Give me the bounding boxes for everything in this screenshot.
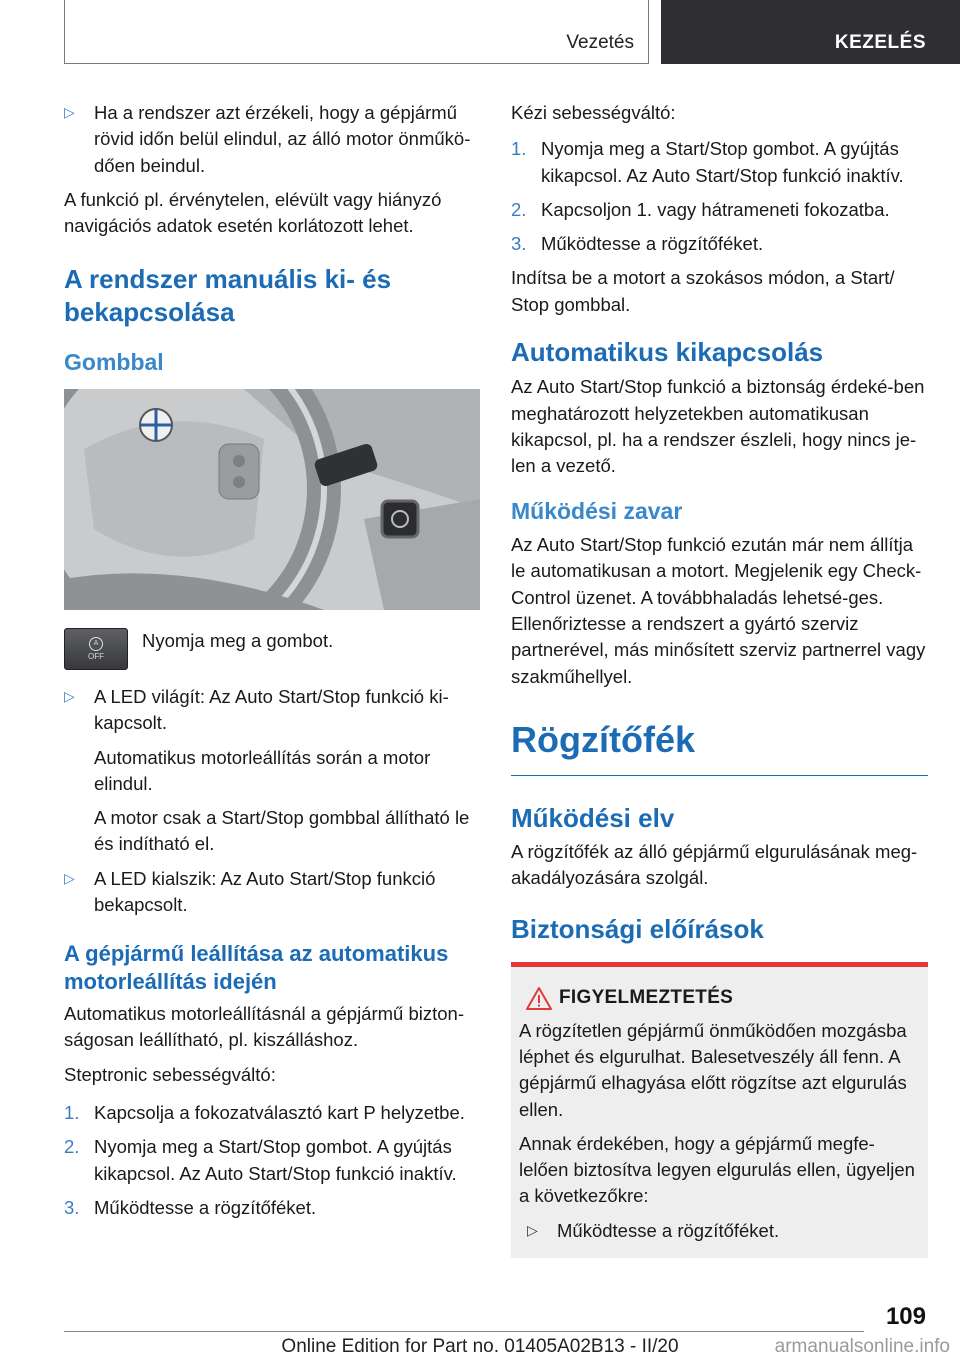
list-item	[64, 1100, 480, 1126]
step-text: Működtesse a rögzítőféket.	[94, 1196, 317, 1218]
paragraph-steptronic: Steptronic sebességváltó:	[64, 1063, 276, 1085]
step-number: 2.	[511, 198, 527, 220]
list-item	[511, 231, 928, 257]
step-number: 3.	[64, 1196, 80, 1218]
watermark-text: armanualsonline.info	[774, 1336, 950, 1357]
steering-wheel-photo	[64, 389, 480, 610]
bullet-subtext: Automatikus motorleállítás során a motor elindul.	[94, 746, 431, 794]
warning-title: FIGYELMEZTETÉS	[559, 986, 734, 1008]
list-item	[511, 136, 928, 189]
heading-with-button: Gombbal	[64, 349, 164, 376]
list-item	[64, 1195, 480, 1221]
triangle-bullet-icon: ▷	[64, 104, 75, 120]
step-text: Kapcsoljon 1. vagy hátrameneti fokozatba.	[541, 198, 890, 220]
step-text: Nyomja meg a Start/Stop gombot. A gyújtás kikapcsol. Az Auto Start/Stop funkció inaktív.	[541, 138, 904, 186]
steering-wheel-illustration	[64, 389, 480, 610]
step-text: Működtesse a rögzítőféket.	[541, 233, 764, 255]
bullet-item	[64, 684, 480, 858]
step-text: Nyomja meg a Start/Stop gombot. A gyújtás kikapcsol. Az Auto Start/Stop funkció inaktív.	[94, 1136, 457, 1184]
step-number: 1.	[511, 138, 527, 160]
bullet-text: Ha a rendszer azt érzékeli, hogy a gépjármű rövid időn belül elindul, az álló motor önműkö-dően beindul.	[94, 102, 471, 176]
heading-manual-toggle: A rendszer manuális ki- és bekapcsolása	[64, 264, 392, 327]
bullet-content	[94, 684, 480, 858]
bullet-text: A LED világít: Az Auto Start/Stop funkció ki-kapcsolt.	[94, 686, 449, 734]
right-column	[511, 100, 928, 1258]
list-item	[511, 197, 928, 223]
header-chapter-title: KEZELÉS	[834, 32, 926, 53]
bullet-item	[64, 866, 480, 919]
paragraph-principle: A rögzítőfék az álló gépjármű elgurulásának meg-akadályozására szolgál.	[511, 840, 918, 889]
page-number: 109	[885, 1303, 926, 1330]
bullet-subtext: A motor csak a Start/Stop gombbal állítható le és indítható el.	[94, 807, 470, 855]
step-number: 3.	[511, 233, 527, 255]
paragraph-manual-gearbox: Kézi sebességváltó:	[511, 102, 676, 123]
auto-start-stop-off-button-icon	[64, 628, 128, 670]
paragraph-auto-off: Az Auto Start/Stop funkció a biztonság érdeké-ben meghatározott helyzetekben automatikusan kikapcsol, pl. ha a rendszer észleli, hogy nincs je-len a vezető.	[511, 376, 925, 477]
header-chapter-box	[661, 0, 960, 64]
footer-divider	[64, 1331, 864, 1332]
footer-edition: Online Edition for Part no. 01405A02B13 - II/20	[281, 1336, 679, 1357]
triangle-bullet-icon: ▷	[64, 869, 75, 886]
bullet-text: A LED kialszik: Az Auto Start/Stop funkció bekapcsolt.	[94, 867, 436, 915]
header-section-box	[64, 0, 649, 64]
triangle-bullet-icon: ▷	[64, 688, 75, 705]
bullet-item	[527, 1218, 920, 1244]
heading-parking: A gépjármű leállítása az automatikus motorleállítás idején	[64, 941, 449, 994]
button-instruction-row	[64, 628, 480, 670]
step-number: 1.	[64, 1102, 80, 1123]
paragraph-fault: Az Auto Start/Stop funkció ezután már nem állítja le automatikusan a motort. Megjelenik egy Check-Control üzenet. A továbbhaladás lehetsé-ges. Ellenőriztesse a rendszert a gyártó szerviz partnerével, más minősített szerviz partnerrel vagy szakműhellyel.	[511, 534, 926, 687]
bullet-text: Működtesse a rögzítőféket.	[557, 1219, 780, 1241]
button-instruction-text: Nyomja meg a gombot.	[142, 630, 334, 652]
list-item	[64, 1134, 480, 1187]
step-text: Kapcsolja a fokozatválasztó kart P helyzetbe.	[94, 1102, 465, 1123]
heading-auto-off: Automatikus kikapcsolás	[511, 336, 824, 367]
paragraph-parking: Automatikus motorleállításnál a gépjármű bizton-ságosan leállítható, pl. kiszálláshoz.	[64, 1003, 464, 1051]
button-icon-label: OFF	[88, 652, 104, 662]
heading-principle: Működési elv	[511, 803, 675, 834]
bullet-item	[64, 100, 480, 179]
left-column	[64, 100, 480, 1229]
heading-parking-brake: Rögzítőfék	[511, 720, 928, 777]
warning-text: A rögzítetlen gépjármű önműködően mozgásba léphet és elgurulhat. Balesetveszély áll fenn. A gépjármű elhagyása előtt rögzítse azt elgurulás ellen.	[519, 1019, 907, 1120]
heading-fault: Működési zavar	[511, 498, 683, 525]
auto-a-icon: A	[89, 637, 103, 651]
warning-text: Annak érdekében, hogy a gépjármű megfe-lelően biztosítva legyen elgurulás ellen, ügyeljen a következőkre:	[519, 1132, 915, 1207]
triangle-bullet-icon: ▷	[527, 1221, 538, 1238]
step-number: 2.	[64, 1136, 80, 1158]
paragraph-start-engine: Indítsa be a motort a szokásos módon, a Start/ Stop gombbal.	[511, 267, 895, 315]
heading-safety: Biztonsági előírások	[511, 914, 764, 945]
paragraph-limited: A funkció pl. érvénytelen, elévült vagy hiányzó navigációs adatok esetén korlátozott lehet.	[64, 188, 442, 237]
warning-triangle-icon	[519, 987, 559, 1010]
warning-box	[511, 962, 928, 1258]
warning-header	[519, 985, 920, 1012]
header-section-title: Vezetés	[566, 32, 634, 53]
